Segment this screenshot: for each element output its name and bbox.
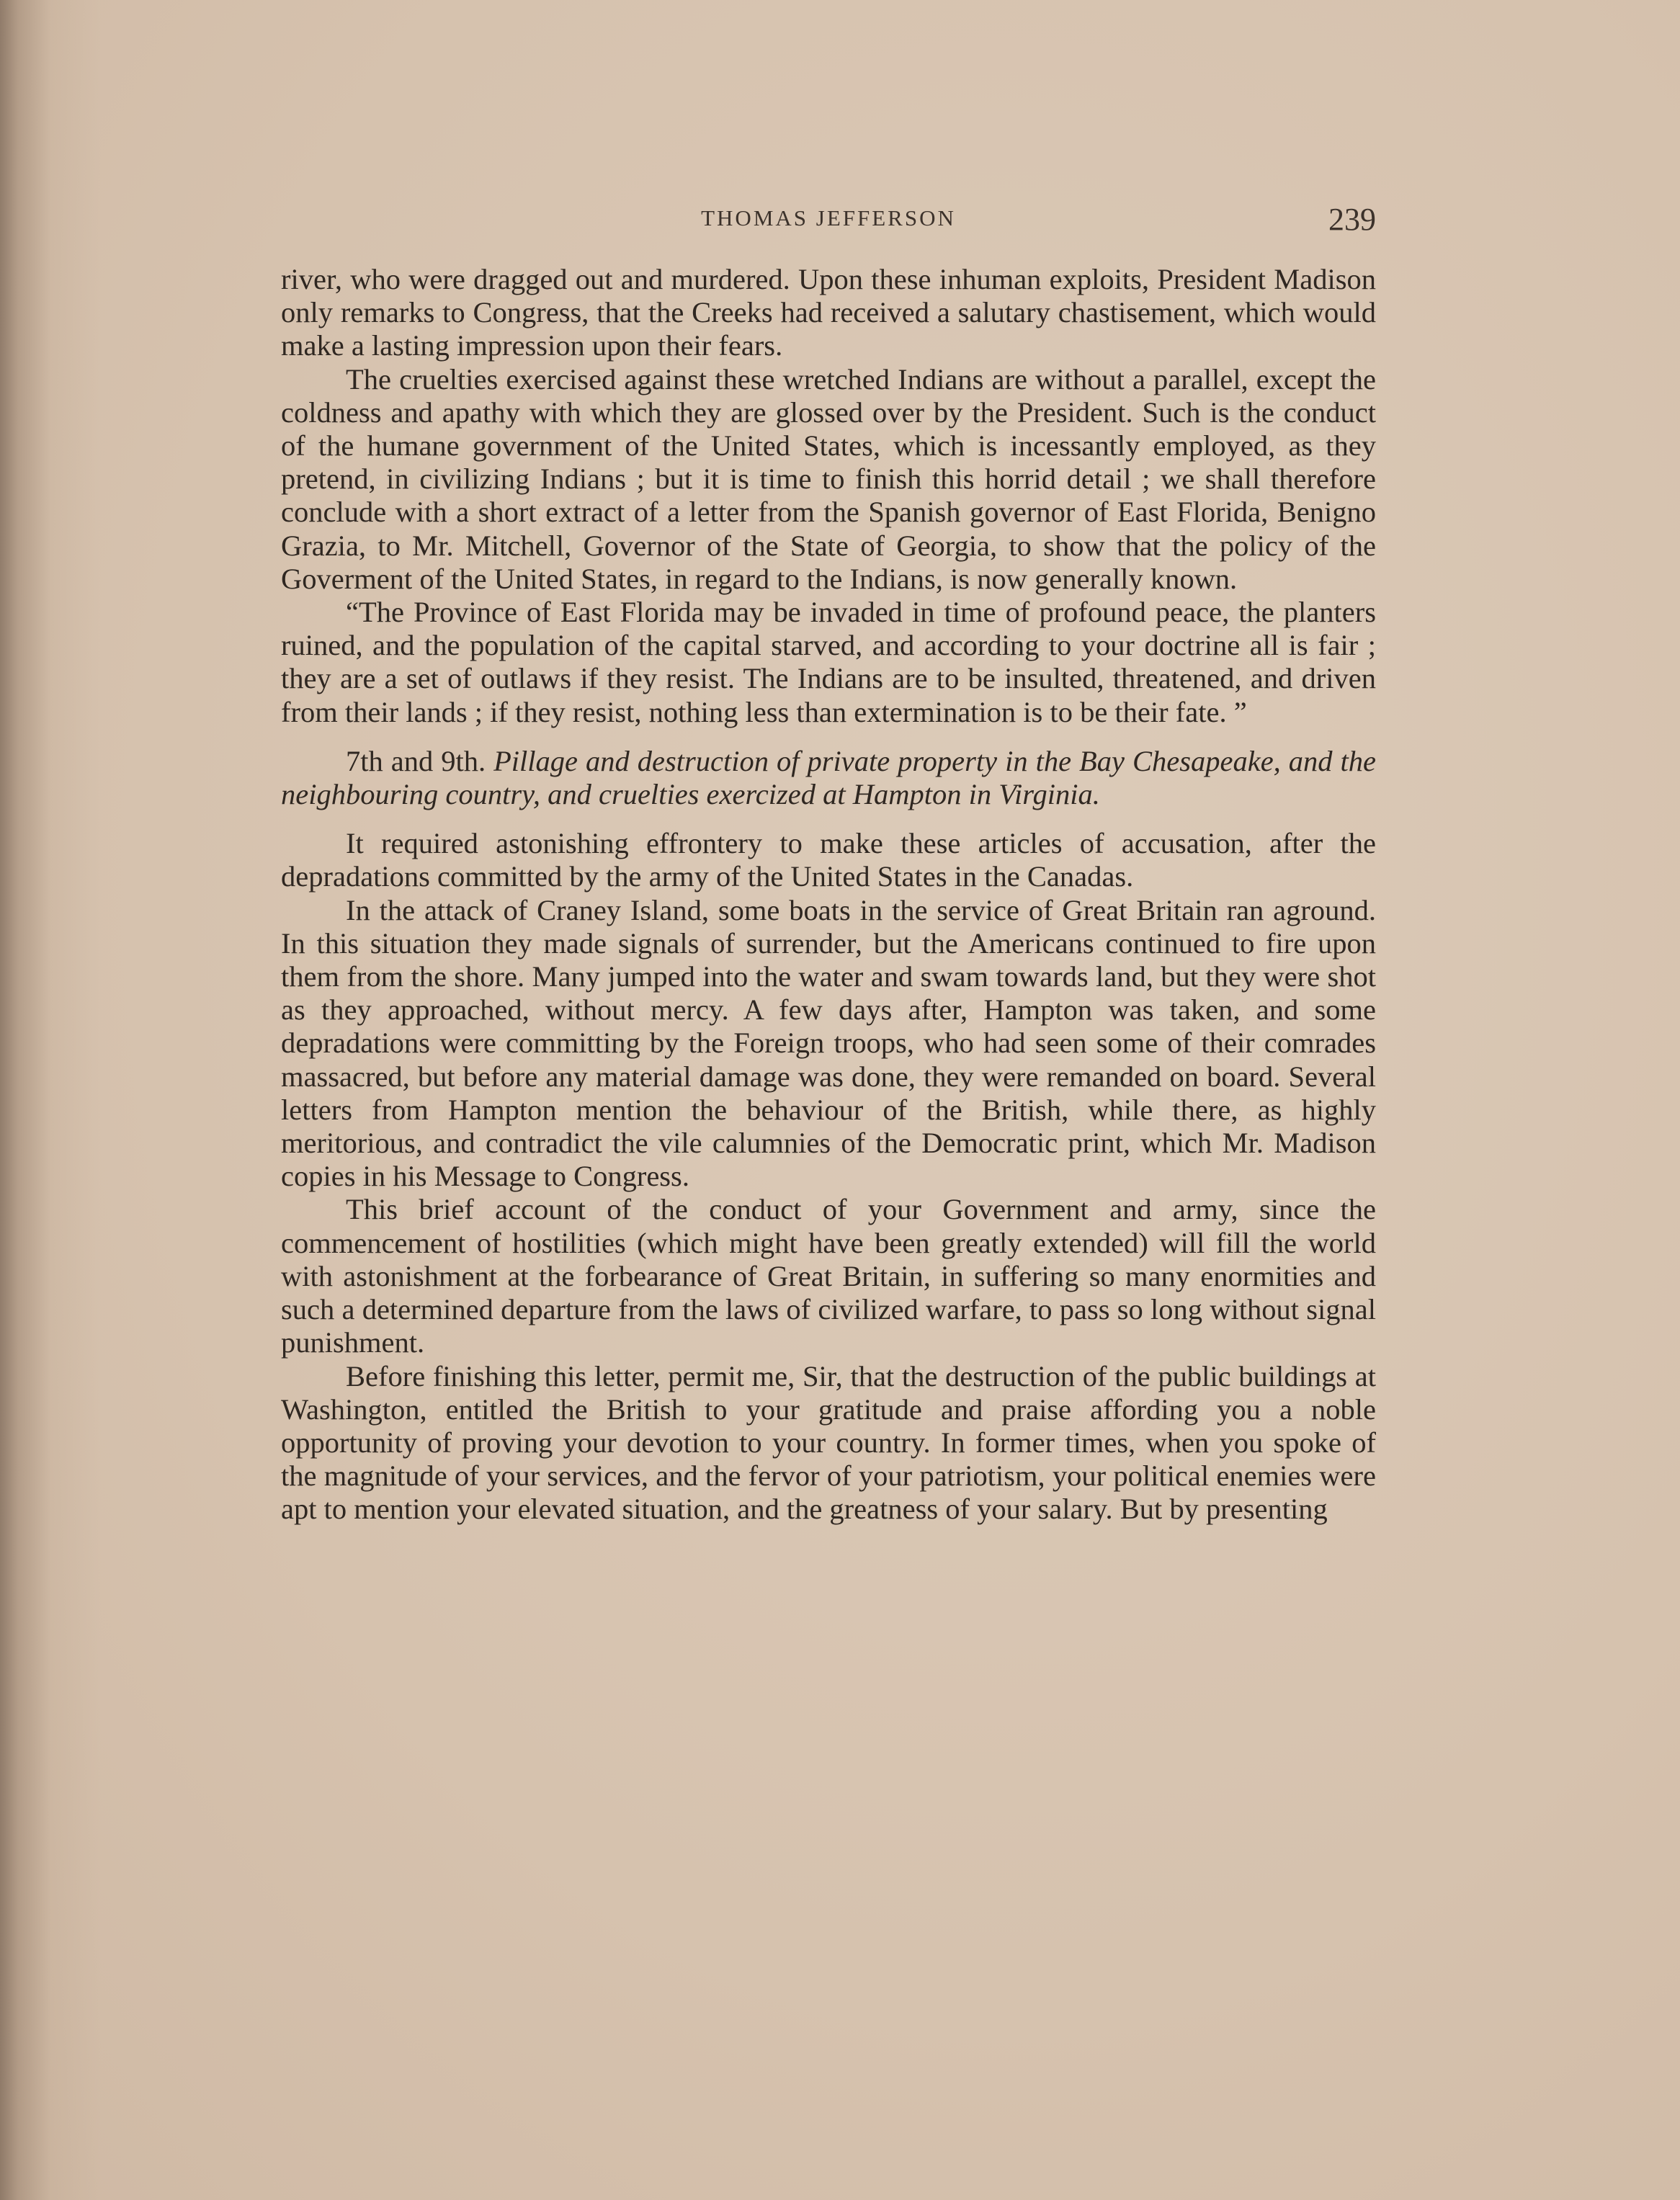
paragraph-effrontery: It required astonishing effrontery to make these articles of accusation, after the depradations committed by the army of the United States in the Canadas.	[281, 827, 1376, 893]
body-text	[281, 263, 1376, 1526]
paragraph-continuation: river, who were dragged out and murdered. Upon these inhuman exploits, President Madison only remarks to Congress, that the Creeks had received a salutary chastisement, which would make a lasting impression upon their fears.	[281, 263, 1376, 362]
paragraph-before-finishing: Before finishing this letter, permit me, Sir, that the destruction of the public buildings at Washington, entitled the British to your gratitude and praise affording you a noble opportunity of proving your devotion to your country. In former times, when you spoke of the magnitude of your services, and the fervor of your patriotism, your political enemies were apt to mention your elevated situation, and the greatness of your salary. But by presenting	[281, 1359, 1376, 1526]
paragraph-brief-account: This brief account of the conduct of your Government and army, since the commencement of hostilities (which might have been greatly extended) will fill the world with astonishment at the forbearance of Great Britain, in suffering so many enormities and such a determined departure from the laws of civilized warfare, to pass so long without signal punishment.	[281, 1193, 1376, 1359]
section-date: 7th and 9th.	[346, 744, 486, 777]
quoted-letter: “The Province of East Florida may be invaded in time of profound peace, the planters ruined, and the population of the capital starved, and according to your doctrine all is fair ; they are a set of outlaws if they resist. The Indians are to be insulted, threatened, and driven from their lands ; if they resist, nothing less than extermination is to be their fate. ”	[281, 596, 1376, 728]
running-head	[281, 202, 1376, 241]
section-title: Pillage and destruction of private property in the Bay Chesapeake, and the neighbouring country, and cruelties exercized at Hampton in Virginia.	[281, 744, 1376, 811]
paragraph-craney-island: In the attack of Craney Island, some boats in the service of Great Britain ran aground. In this situation they made signals of surrender, but the Americans continued to fire upon them from the shore. Many jumped into the water and swam towards land, but they were shot as they approached, without mercy. A few days after, Hampton was taken, and some depradations were committing by the Foreign troops, who had seen some of their comrades massacred, but before any material damage was done, they were remanded on board. Several letters from Hampton mention the behaviour of the British, while there, as highly meritorious, and contradict the vile calumnies of the Democratic print, which Mr. Madison copies in his Message to Congress.	[281, 893, 1376, 1193]
page-number: 239	[1328, 202, 1376, 237]
section-heading	[281, 745, 1376, 811]
running-title: THOMAS JEFFERSON	[701, 205, 956, 231]
paragraph-cruelties: The cruelties exercised against these wretched Indians are without a parallel, except the coldness and apathy with which they are glossed over by the President. Such is the conduct of the humane government of the United States, which is incessantly employed, as they pretend, in civilizing Indians ; but it is time to finish this horrid detail ; we shall therefore conclude with a short extract of a letter from the Spanish governor of East Florida, Benigno Grazia, to Mr. Mitchell, Governor of the State of Georgia, to show that the policy of the Goverment of the United States, in regard to the Indians, is now generally known.	[281, 362, 1376, 595]
